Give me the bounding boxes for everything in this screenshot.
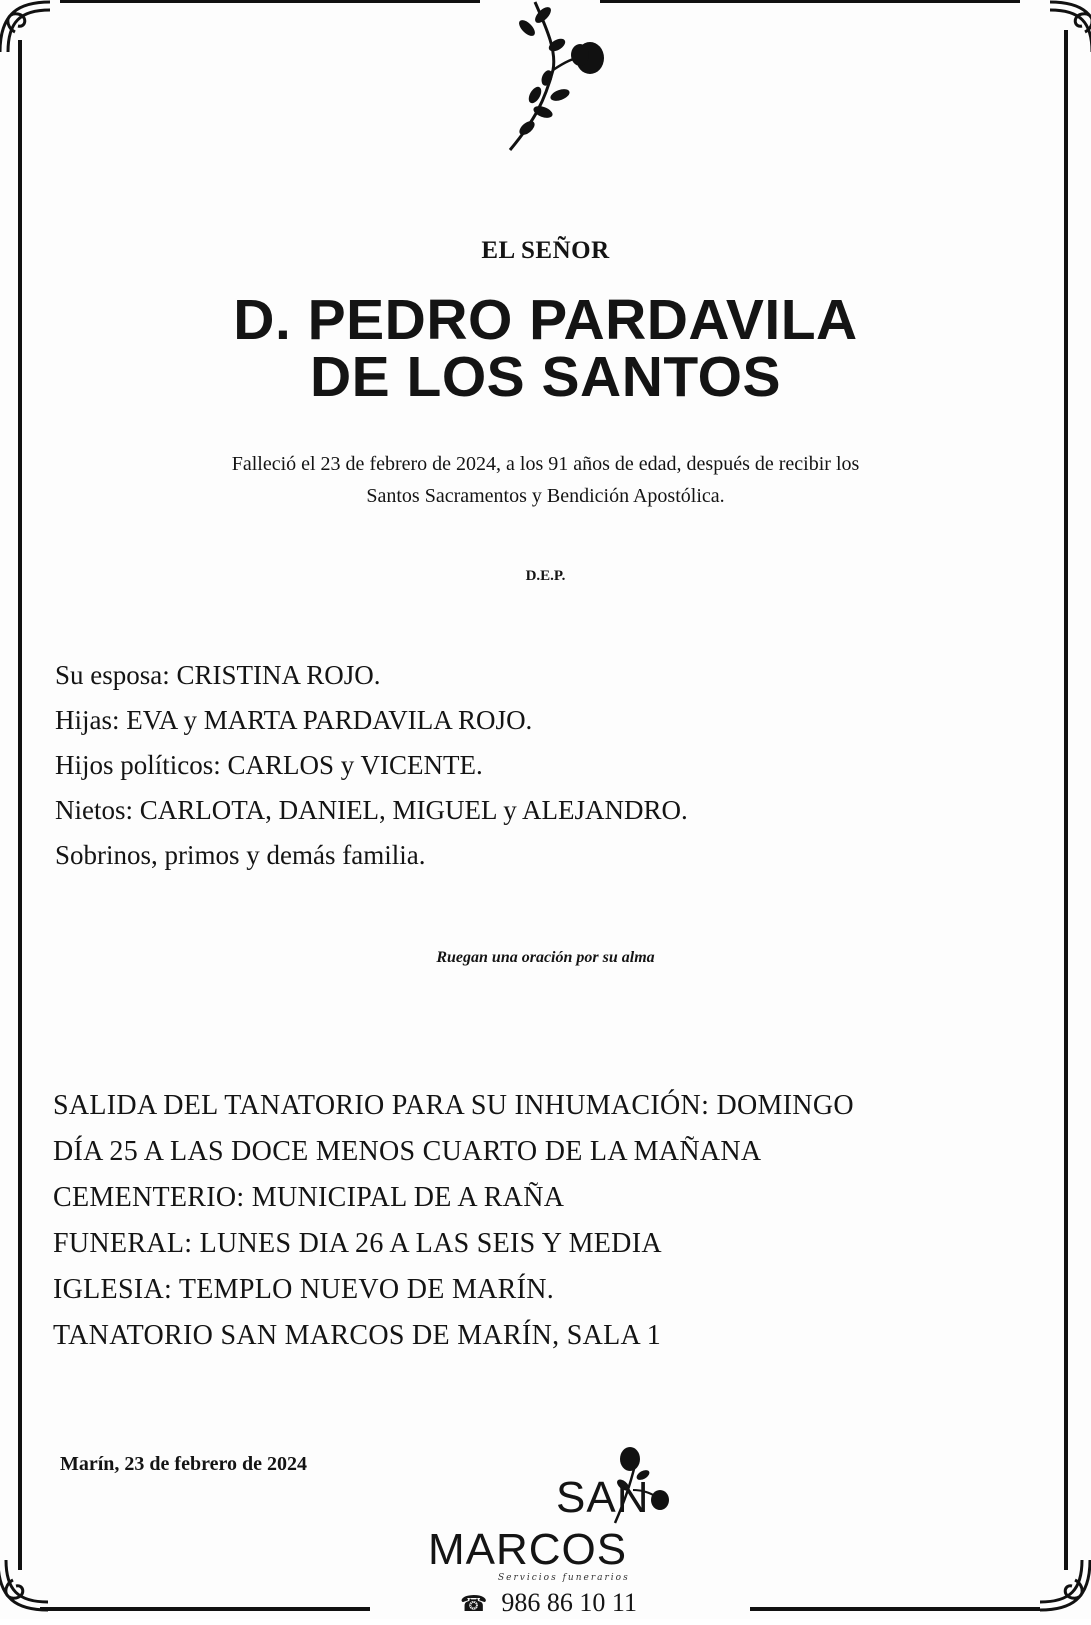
- service-line: SALIDA DEL TANATORIO PARA SU INHUMACIÓN: DOMINGO: [53, 1090, 854, 1121]
- deceased-name-line-1: D. PEDRO PARDAVILA: [233, 288, 858, 352]
- logo-subtitle: Servicios funerarios: [498, 1573, 630, 1583]
- frame-top-line-right: [600, 0, 1020, 3]
- phone-number: [460, 1588, 637, 1618]
- telephone-icon: ☎: [460, 1592, 488, 1617]
- service-line: DÍA 25 A LAS DOCE MENOS CUARTO DE LA MAÑANA: [53, 1136, 762, 1167]
- prayer-request: Ruegan una oración por su alma: [436, 949, 655, 966]
- corner-ornament-icon: [1040, 0, 1091, 62]
- service-details: [53, 1083, 1053, 1359]
- phone-number-text: 986 86 10 11: [501, 1588, 637, 1617]
- family-line: Su esposa: CRISTINA ROJO.: [55, 660, 381, 690]
- service-line: TANATORIO SAN MARCOS DE MARÍN, SALA 1: [53, 1320, 662, 1351]
- frame-bottom-line-left: [40, 1607, 370, 1611]
- deceased-name-line-2: DE LOS SANTOS: [309, 345, 782, 409]
- logo-text-marcos: MARCOS: [428, 1525, 628, 1574]
- service-line: CEMENTERIO: MUNICIPAL DE A RAÑA: [53, 1182, 565, 1213]
- rose-branch-icon: [505, 0, 625, 155]
- corner-ornament-icon: [0, 1550, 58, 1620]
- corner-ornament-icon: [1030, 1550, 1091, 1620]
- family-line: Nietos: CARLOTA, DANIEL, MIGUEL y ALEJANDRO.: [55, 795, 688, 825]
- logo-text-san: SAN: [556, 1473, 650, 1522]
- san-marcos-logo: [420, 1445, 680, 1595]
- death-notice: [150, 448, 941, 512]
- place-and-date: Marín, 23 de febrero de 2024: [60, 1453, 308, 1475]
- family-list: [55, 653, 955, 878]
- frame-bottom-line-right: [750, 1607, 1040, 1611]
- dep-text: D.E.P.: [525, 568, 566, 584]
- frame-left-line: [18, 40, 22, 1570]
- frame-top-line-left: [60, 0, 480, 3]
- corner-ornament-icon: [0, 0, 60, 62]
- service-line: IGLESIA: TEMPLO NUEVO DE MARÍN.: [53, 1274, 555, 1305]
- family-line: Sobrinos, primos y demás familia.: [55, 840, 426, 870]
- death-notice-line: Falleció el 23 de febrero de 2024, a los 91 años de edad, después de recibir los: [231, 453, 860, 475]
- honorific-title: EL SEÑOR: [481, 237, 610, 264]
- service-line: FUNERAL: LUNES DIA 26 A LAS SEIS Y MEDIA: [53, 1228, 662, 1259]
- family-line: Hijas: EVA y MARTA PARDAVILA ROJO.: [55, 705, 533, 735]
- death-notice-line: Santos Sacramentos y Bendición Apostólica.: [366, 485, 725, 507]
- family-line: Hijos políticos: CARLOS y VICENTE.: [55, 750, 483, 780]
